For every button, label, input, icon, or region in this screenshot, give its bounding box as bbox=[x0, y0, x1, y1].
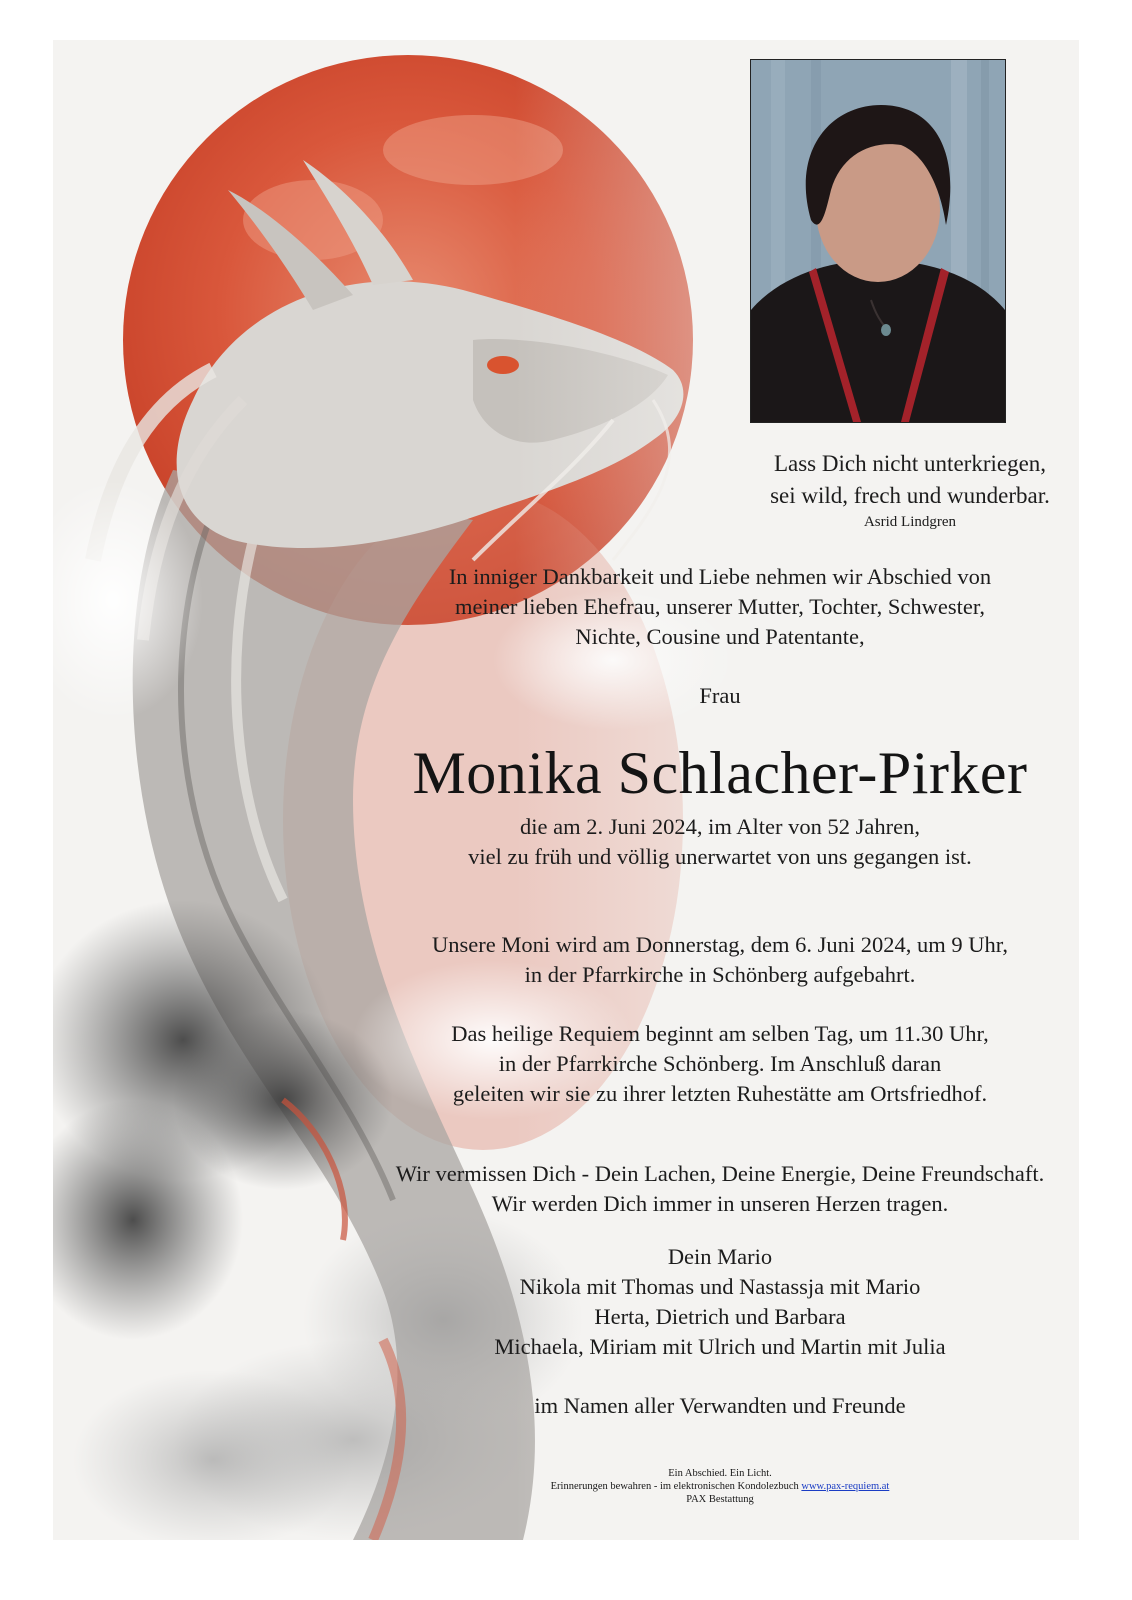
closing-line: im Namen aller Verwandten und Freunde bbox=[534, 1393, 906, 1418]
condolence-book-link[interactable]: www.pax-requiem.at bbox=[801, 1481, 890, 1492]
farewell-line-1: Wir vermissen Dich - Dein Lachen, Deine Energie, Deine Freundschaft. bbox=[395, 1161, 1045, 1186]
death-line-2: viel zu früh und völlig unerwartet von uns gegangen ist. bbox=[468, 844, 972, 869]
requiem-line-1: Das heilige Requiem beginnt am selben Tag, um 11.30 Uhr, bbox=[451, 1021, 989, 1046]
quote-line-1: Lass Dich nicht unterkriegen, bbox=[773, 451, 1047, 476]
quote-line-2: sei wild, frech und wunderbar. bbox=[770, 483, 1050, 508]
mourner-line: Nikola mit Thomas und Nastassja mit Mario bbox=[519, 1274, 921, 1299]
farewell-line-2: Wir werden Dich immer in unseren Herzen tragen. bbox=[491, 1191, 949, 1216]
footer-text: Erinnerungen bewahren - im elektronischen Kondolezbuch bbox=[550, 1481, 799, 1492]
quote-author: Asrid Lindgren bbox=[863, 514, 957, 530]
intro-line-3: Nichte, Cousine und Patentante, bbox=[575, 624, 865, 649]
portrait-photo bbox=[750, 59, 1006, 423]
requiem-line-3: geleiten wir sie zu ihrer letzten Ruhestätte am Ortsfriedhof. bbox=[452, 1081, 988, 1106]
mourner-line: Dein Mario bbox=[667, 1244, 773, 1269]
footer-line-2 bbox=[440, 1480, 1000, 1493]
viewing-line-1: Unsere Moni wird am Donnerstag, dem 6. Juni 2024, um 9 Uhr, bbox=[432, 932, 1008, 957]
mourner-line: Herta, Dietrich und Barbara bbox=[594, 1304, 846, 1329]
mourner-line: Michaela, Miriam mit Ulrich und Martin mit Julia bbox=[494, 1334, 946, 1359]
footer-line-1: Ein Abschied. Ein Licht. bbox=[668, 1468, 772, 1479]
requiem-line-2: in der Pfarrkirche Schönberg. Im Anschluß daran bbox=[498, 1051, 942, 1076]
intro-line-2: meiner lieben Ehefrau, unserer Mutter, Tochter, Schwester, bbox=[454, 594, 986, 619]
death-line-1: die am 2. Juni 2024, im Alter von 52 Jahren, bbox=[520, 814, 920, 839]
footer-line-3: PAX Bestattung bbox=[686, 1494, 754, 1505]
salutation: Frau bbox=[699, 683, 741, 708]
viewing-line-2: in der Pfarrkirche in Schönberg aufgebahrt. bbox=[524, 962, 916, 987]
deceased-name: Monika Schlacher-Pirker bbox=[412, 740, 1028, 806]
intro-line-1: In inniger Dankbarkeit und Liebe nehmen wir Abschied von bbox=[448, 564, 992, 589]
